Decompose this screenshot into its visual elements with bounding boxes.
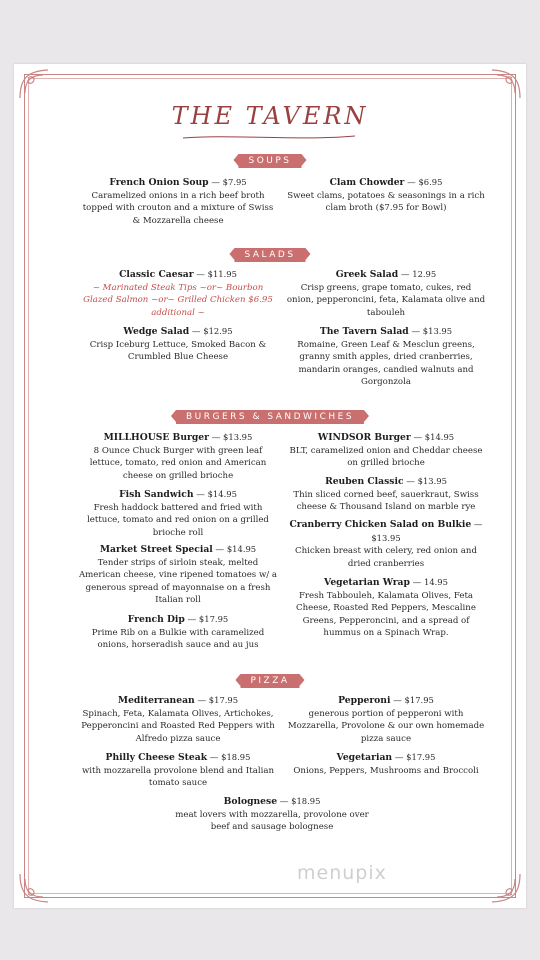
item-name: Reuben Classic [325,476,404,487]
menu-item-wedge-salad: Wedge Salad — $12.95 Crisp Iceburg Lettuce, Smoked Bacon & Crumbled Blue Cheese [78,325,278,364]
section-banner-salads: SALADS [234,248,305,262]
menu-item-classic-caesar: Classic Caesar — $11.95 ~ Marinated Steak Tips ~or~ Bourbon Glazed Salmon ~or~ Grilled Chicken $6.95 additional ~ [78,268,278,319]
item-name: Fish Sandwich [119,489,194,500]
menu-item-philly-cheese-steak-pizza: Philly Cheese Steak — $18.95 with mozzarella provolone blend and Italian tomato sauce [78,751,278,790]
menu-item-tavern-salad: The Tavern Salad — $13.95 Romaine, Green Leaf & Mesclun greens, granny smith apples, dried cranberries, mandarin oranges, candied walnuts and Gorgonzola [286,325,486,389]
item-price: $7.95 [222,177,247,187]
item-name: Vegetarian Wrap [324,577,410,588]
item-price: $14.95 [226,544,257,554]
item-name: WINDSOR Burger [317,432,411,443]
item-name: French Dip [127,614,185,625]
item-price: 14.95 [423,577,448,587]
item-name: The Tavern Salad [319,326,409,337]
item-name: Clam Chowder [329,177,405,188]
flourish-corner-icon [17,67,51,101]
item-price: $13.95 [422,326,453,336]
menu-item-millhouse-burger: MILLHOUSE Burger — $13.95 8 Ounce Chuck Burger with green leaf lettuce, tomato, red onion and American cheese on grilled brioche [78,431,278,482]
section-banner-soups: SOUPS [238,154,301,168]
menu-item-vegetarian-pizza: Vegetarian — $17.95 Onions, Peppers, Mushrooms and Broccoli [286,751,486,777]
item-description: Onions, Peppers, Mushrooms and Broccoli [293,765,479,776]
item-description: Fresh Tabbouleh, Kalamata Olives, Feta Cheese, Roasted Red Peppers, Mescaline Greens, Pepperoncini, and a spread of hummus on a Spinach Wrap. [296,590,476,638]
item-name: Classic Caesar [119,269,194,280]
item-name: Wedge Salad [123,326,190,337]
item-description: Sweet clams, potatoes & seasonings in a rich clam broth ($7.95 for Bowl) [287,190,485,213]
menu-item-bolognese-pizza: Bolognese — $18.95 meat lovers with mozzarella, provolone over beef and sausage bolognese [172,795,372,834]
flourish-corner-icon [17,871,51,905]
item-name: Pepperoni [338,695,391,706]
item-name: Cranberry Chicken Salad on Bulkie [289,519,472,530]
flourish-corner-icon [489,67,523,101]
item-price: $18.95 [221,752,251,762]
menu-item-vegetarian-wrap: Vegetarian Wrap — 14.95 Fresh Tabbouleh, Kalamata Olives, Feta Cheese, Roasted Red Peppers, Mescaline Greens, Pepperoncini, and a spread of hummus on a Spinach Wrap. [286,576,486,640]
item-description: BLT, caramelized onion and Cheddar cheese on grilled brioche [289,445,483,468]
item-price: $13.95 [417,476,447,486]
menu-item-fish-sandwich: Fish Sandwich — $14.95 Fresh haddock battered and fried with lettuce, tomato and red onion on a grilled brioche roll [78,488,278,539]
item-price: $12.95 [203,326,233,336]
menu-title: THE TAVERN [171,102,369,130]
menu-item-cranberry-chicken-salad: Cranberry Chicken Salad on Bulkie — $13.95 Chicken breast with celery, red onion and dried cranberries [286,519,486,570]
item-price: $14.95 [207,489,237,499]
item-name: Bolognese [223,796,278,807]
item-price: $13.95 [371,532,401,543]
item-name: French Onion Soup [109,177,209,188]
section-banner-burgers-sandwiches: BURGERS & SANDWICHES [176,410,364,424]
menu-item-windsor-burger: WINDSOR Burger — $14.95 BLT, caramelized onion and Cheddar cheese on grilled brioche [286,431,486,470]
menu-item-reuben-classic: Reuben Classic — $13.95 Thin sliced corned beef, sauerkraut, Swiss cheese & Thousand Island on marble rye [286,475,486,514]
item-description: Crisp Iceburg Lettuce, Smoked Bacon & Crumbled Blue Cheese [89,339,267,362]
item-description: with mozzarella provolone blend and Italian tomato sauce [81,765,275,788]
item-price: $17.95 [406,752,436,762]
item-description: Spinach, Feta, Kalamata Olives, Artichokes, Pepperoncini and Roasted Red Peppers with Alfredo pizza sauce [81,708,275,744]
item-description: generous portion of pepperoni with Mozzarella, Provolone & our own homemade pizza sauce [287,708,485,744]
item-name: MILLHOUSE Burger [103,432,209,443]
item-description: Romaine, Green Leaf & Mesclun greens, granny smith apples, dried cranberries, mandarin oranges, candied walnuts and Gorgonzola [297,339,475,387]
item-description: 8 Ounce Chuck Burger with green leaf lettuce, tomato, red onion and American cheese on grilled brioche [89,445,267,481]
item-description: Tender strips of sirloin steak, melted American cheese, vine ripened tomatoes w/ a generous spread of mayonnaise on a fresh Italian roll [78,557,278,605]
menupix-watermark: menupix [297,862,387,884]
menu-item-french-onion-soup: French Onion Soup — $7.95 Caramelized onions in a rich beef broth topped with crouton and a mixture of Swiss & Mozzarella cheese [78,176,278,227]
menu-item-greek-salad: Greek Salad — 12.95 Crisp greens, grape tomato, cukes, red onion, pepperoncini, feta, Kalamata olive and tabouleh [286,269,486,318]
item-description: Thin sliced corned beef, sauerkraut, Swiss cheese & Thousand Island on marble rye [293,489,479,512]
item-price: $11.95 [207,269,237,279]
item-description: Caramelized onions in a rich beef broth topped with crouton and a mixture of Swiss & Mozzarella cheese [82,190,274,226]
item-add-on-note: ~ Marinated Steak Tips ~or~ Bourbon Glazed Salmon ~or~ Grilled Chicken $6.95 additional ~ [83,282,273,318]
item-price: $17.95 [198,614,229,624]
item-description: Chicken breast with celery, red onion and dried cranberries [295,546,477,569]
menu-item-clam-chowder: Clam Chowder — $6.95 Sweet clams, potatoes & seasonings in a rich clam broth ($7.95 for Bowl) [287,177,485,213]
title-underline-swash-icon [179,132,359,142]
item-description: Fresh haddock battered and fried with lettuce, tomato and red onion on a grilled brioche roll [87,502,269,538]
item-name: Market Street Special [99,544,213,555]
menu-item-market-street-special: Market Street Special — $14.95 Tender strips of sirloin steak, melted American cheese, vine ripened tomatoes w/ a generous spread of mayonnaise on a fresh Italian roll [78,544,278,605]
item-name: Greek Salad [335,269,399,280]
menu-item-french-dip: French Dip — $17.95 Prime Rib on a Bulkie with caramelized onions, horseradish sauce and au jus [78,613,278,652]
menu-page [14,64,526,908]
item-description: Crisp greens, grape tomato, cukes, red onion, pepperoncini, feta, Kalamata olive and tabouleh [286,282,486,318]
item-price: $17.95 [208,695,239,705]
item-name: Vegetarian [336,752,393,763]
menu-item-mediterranean-pizza: Mediterranean — $17.95 Spinach, Feta, Kalamata Olives, Artichokes, Pepperoncini and Roasted Red Peppers with Alfredo pizza sauce [78,694,278,745]
item-price: $18.95 [291,796,321,806]
menu-item-pepperoni-pizza: Pepperoni — $17.95 generous portion of pepperoni with Mozzarella, Provolone & our own homemade pizza sauce [287,695,485,744]
section-banner-pizza: PIZZA [240,674,299,688]
item-price: $14.95 [424,432,455,442]
item-price: $6.95 [418,177,443,187]
item-price: $13.95 [223,432,253,442]
item-name: Philly Cheese Steak [105,752,208,763]
item-name: Mediterranean [117,695,195,706]
flourish-corner-icon [489,871,523,905]
item-price: 12.95 [412,269,437,279]
item-description: meat lovers with mozzarella, provolone over beef and sausage bolognese [175,809,369,832]
item-price: $17.95 [404,695,434,705]
item-description: Prime Rib on a Bulkie with caramelized onions, horseradish sauce and au jus [91,627,265,650]
